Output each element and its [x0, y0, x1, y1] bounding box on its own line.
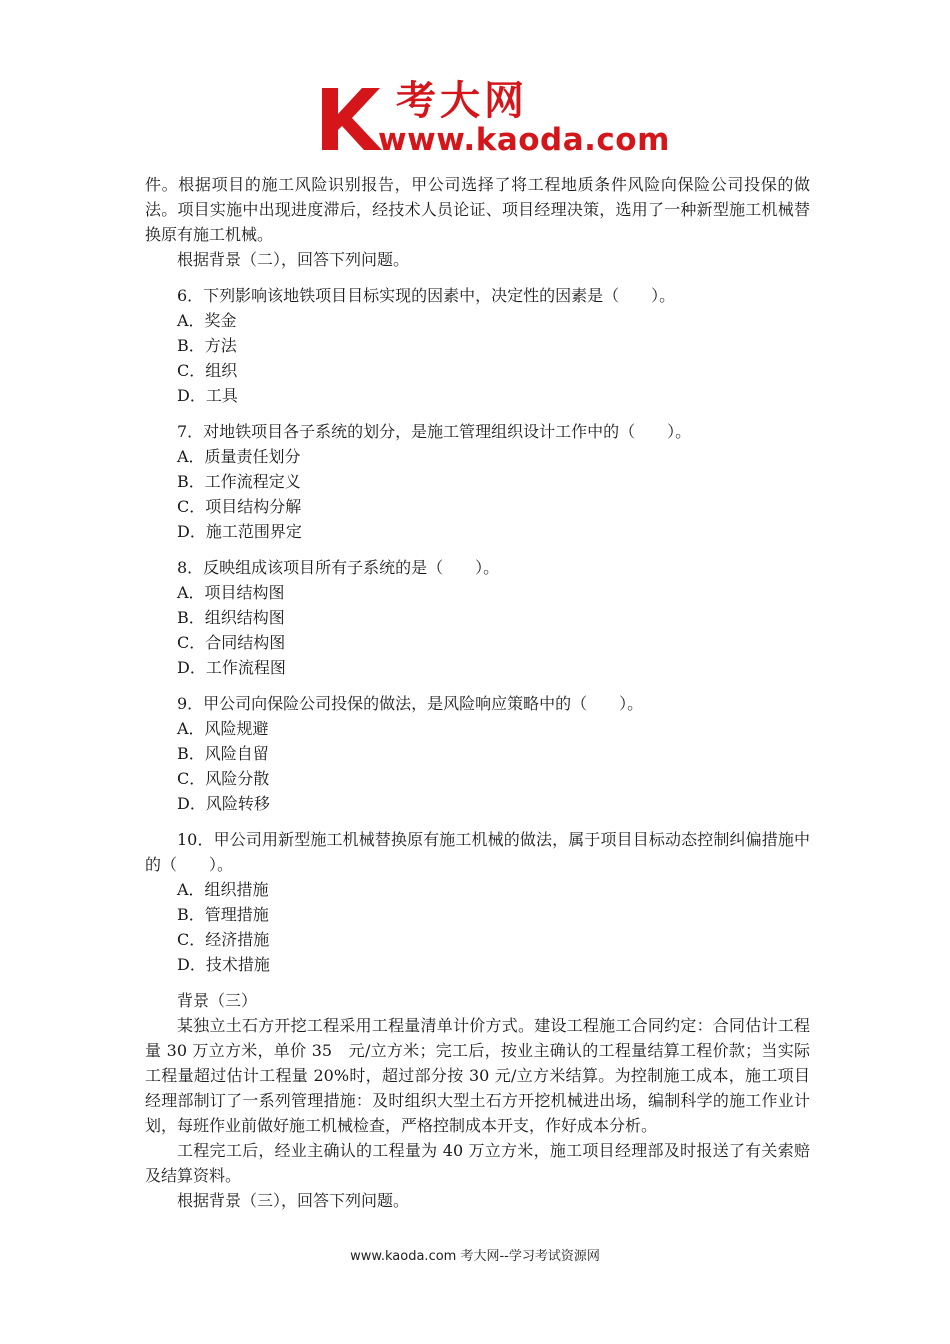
question-stem: 6．下列影响该地铁项目目标实现的因素中，决定性的因素是（ ）。 [177, 286, 676, 305]
document-body [145, 172, 810, 1213]
background-3-section [145, 988, 810, 1213]
section-heading: 背景（三） [177, 991, 258, 1010]
question-8 [145, 555, 810, 680]
option-d: D．工作流程图 [177, 658, 286, 677]
kaoda-logo [318, 78, 670, 160]
question-stem: 7．对地铁项目各子系统的划分，是施工管理组织设计工作中的（ ）。 [177, 422, 692, 441]
option-d: D．风险转移 [177, 794, 270, 813]
section-prompt: 根据背景（三），回答下列问题。 [177, 1191, 410, 1210]
option-c: C．项目结构分解 [177, 497, 302, 516]
option-a: A．质量责任划分 [177, 447, 301, 466]
option-b: B．组织结构图 [177, 608, 285, 627]
option-c: C．经济措施 [177, 930, 270, 949]
question-stem: 8．反映组成该项目所有子系统的是（ ）。 [177, 558, 500, 577]
option-b: B．管理措施 [177, 905, 269, 924]
question-7 [145, 419, 810, 544]
question-9 [145, 691, 810, 816]
option-c: C．组织 [177, 361, 238, 380]
background-paragraph: 工程完工后，经业主确认的工程量为 40 万立方米，施工项目经理部及时报送了有关索赔及结算资料。 [145, 1141, 810, 1185]
question-stem: 9．甲公司向保险公司投保的做法，是风险响应策略中的（ ）。 [177, 694, 644, 713]
option-c: C．风险分散 [177, 769, 270, 788]
option-a: A．项目结构图 [177, 583, 285, 602]
page-footer: www.kaoda.com 考大网--学习考试资源网 [350, 1249, 600, 1264]
question-10 [145, 827, 810, 977]
option-b: B．风险自留 [177, 744, 269, 763]
option-d: D．工具 [177, 386, 238, 405]
question-stem: 10．甲公司用新型施工机械替换原有施工机械的做法，属于项目目标动态控制纠偏措施中的（ ）。 [145, 830, 810, 874]
option-d: D．施工范围界定 [177, 522, 302, 541]
option-a: A．风险规避 [177, 719, 269, 738]
question-6 [145, 283, 810, 408]
option-c: C．合同结构图 [177, 633, 286, 652]
option-b: B．工作流程定义 [177, 472, 301, 491]
option-a: A．奖金 [177, 311, 237, 330]
logo-chinese-name: 考大网 [396, 78, 528, 124]
background-paragraph: 某独立土石方开挖工程采用工程量清单计价方式。建设工程施工合同约定：合同估计工程量 30 万立方米，单价 35 元/立方米；完工后，按业主确认的工程量结算工程价款；当实际工程量超过估计工程量 20%时，超过部分按 30 元/立方米结算。为控制施工成本，施工项目经理部制订了一系列管理措施：及时组织大型土石方开挖机械进出场，编制科学的施工作业计划，每班作业前做好施工机械检查，严格控制成本开支，作好成本分析。 [145, 1016, 810, 1135]
logo-url: www.kaoda.com [378, 122, 670, 158]
option-d: D．技术措施 [177, 955, 270, 974]
intro-paragraph: 件。根据项目的施工风险识别报告，甲公司选择了将工程地质条件风险向保险公司投保的做法。项目实施中出现进度滞后，经技术人员论证、项目经理决策，选用了一种新型施工机械替换原有施工机械。 [145, 175, 810, 244]
section-prompt: 根据背景（二），回答下列问题。 [177, 250, 410, 269]
option-b: B．方法 [177, 336, 237, 355]
option-a: A．组织措施 [177, 880, 269, 899]
